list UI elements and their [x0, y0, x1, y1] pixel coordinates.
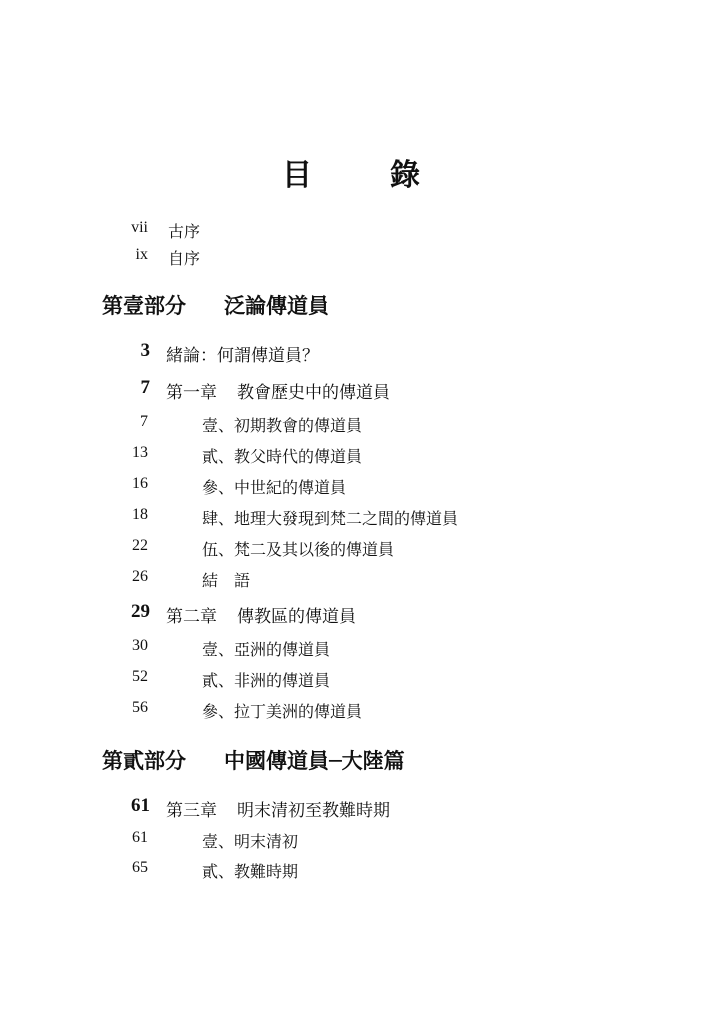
toc-entry-section[interactable]: [0, 636, 728, 664]
toc-entry-section[interactable]: [0, 698, 728, 726]
part-label: 第壹部分: [102, 293, 186, 318]
toc-entry-section[interactable]: [0, 474, 728, 502]
chapter-label: 第三章: [166, 801, 217, 821]
entry-title: 自序: [168, 249, 201, 268]
toc-entry-section[interactable]: [0, 412, 728, 440]
toc-entry-intro[interactable]: [0, 340, 728, 368]
entry-title: 伍、梵二及其以後的傳道員: [202, 540, 395, 559]
page-number: vii: [131, 219, 148, 236]
page-number: 3: [140, 340, 150, 361]
page-number: 30: [132, 637, 148, 654]
chapter-title: 傳教區的傳道員: [237, 607, 356, 627]
entry-title: 貳、教難時期: [202, 862, 299, 881]
page-number: 29: [131, 601, 150, 622]
page-number: 22: [132, 537, 148, 554]
part-heading-2: [0, 745, 728, 773]
page-title: [282, 150, 442, 193]
page-number: 26: [132, 568, 148, 585]
part-label: 第貳部分: [102, 748, 186, 773]
chapter-title: 明末清初至教難時期: [237, 801, 390, 821]
page-number: 7: [140, 413, 148, 430]
page-number: 13: [132, 444, 148, 461]
toc-entry-section[interactable]: [0, 443, 728, 471]
page-number: 52: [132, 668, 148, 685]
toc-entry-section[interactable]: [0, 536, 728, 564]
toc-entry-section[interactable]: [0, 505, 728, 533]
entry-title: 壹、初期教會的傳道員: [202, 416, 363, 435]
toc-entry-section[interactable]: [0, 828, 728, 856]
entry-title: 緒論：何謂傳道員？: [166, 346, 319, 366]
toc-entry-section[interactable]: [0, 858, 728, 886]
entry-title: 參、拉丁美洲的傳道員: [202, 702, 363, 721]
page-number: 61: [131, 795, 150, 816]
chapter-label: 第一章: [166, 383, 217, 403]
page-number: 61: [132, 829, 148, 846]
chapter-label: 第二章: [166, 607, 217, 627]
entry-title: 貳、教父時代的傳道員: [202, 447, 363, 466]
chapter-title: 教會歷史中的傳道員: [237, 383, 390, 403]
page-number: ix: [135, 246, 148, 263]
entry-title: 結 語: [202, 571, 251, 590]
page-number: 18: [132, 506, 148, 523]
entry-title: 壹、亞洲的傳道員: [202, 640, 331, 659]
part-heading-1: [0, 290, 728, 318]
toc-entry-section[interactable]: [0, 567, 728, 595]
toc-entry-section[interactable]: [0, 667, 728, 695]
part-title: 中國傳道員─大陸篇: [224, 748, 405, 773]
toc-entry-preface-old[interactable]: [0, 219, 728, 247]
title-char-2: 錄: [390, 158, 420, 193]
toc-entry-preface-own[interactable]: [0, 246, 728, 274]
entry-title: 肆、地理大發現到梵二之間的傳道員: [202, 509, 459, 528]
page-number: 7: [140, 377, 150, 398]
toc-entry-chapter-1[interactable]: [0, 377, 728, 405]
part-title: 泛論傳道員: [224, 293, 329, 318]
title-char-1: 目: [282, 158, 312, 193]
entry-title: 參、中世紀的傳道員: [202, 478, 347, 497]
page-number: 65: [132, 859, 148, 876]
entry-title: 古序: [168, 222, 201, 241]
toc-entry-chapter-3[interactable]: [0, 795, 728, 823]
page-number: 56: [132, 699, 148, 716]
toc-entry-chapter-2[interactable]: [0, 601, 728, 629]
entry-title: 貳、非洲的傳道員: [202, 671, 331, 690]
entry-title: 壹、明末清初: [202, 832, 299, 851]
page-number: 16: [132, 475, 148, 492]
